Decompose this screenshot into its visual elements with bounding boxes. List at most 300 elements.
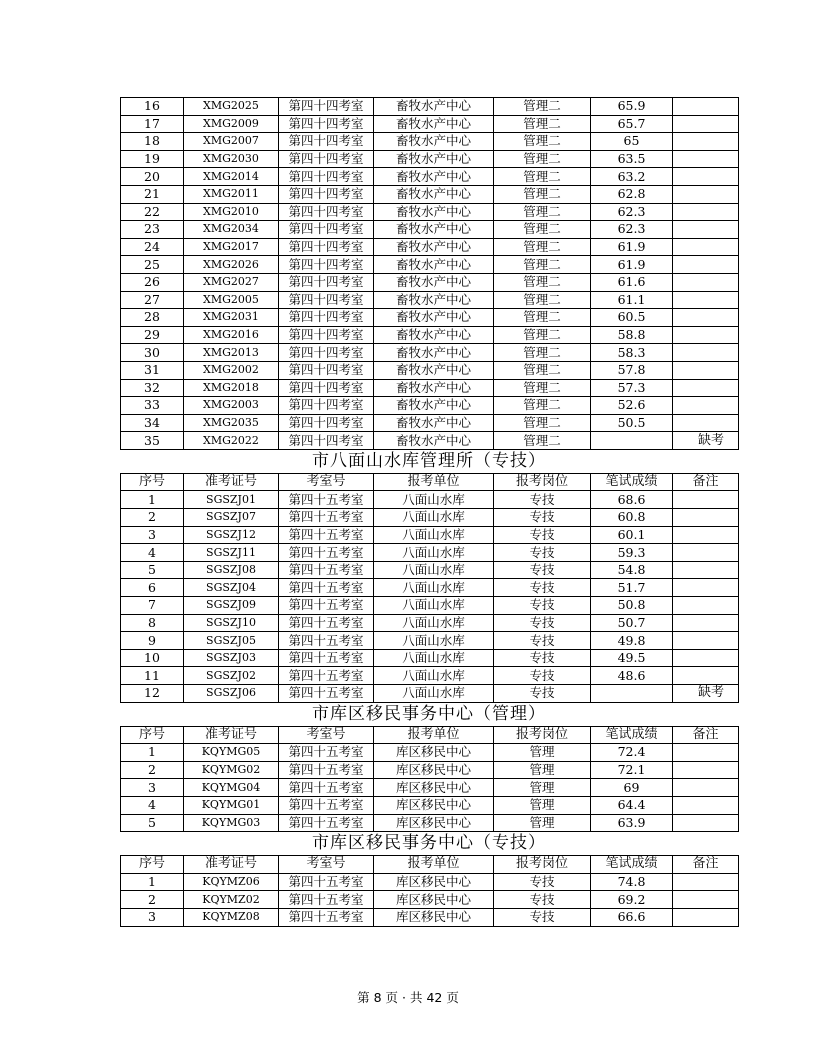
cell-post: 管理二 — [494, 238, 591, 256]
cell-unit: 八面山水库 — [374, 491, 494, 509]
cell-note — [673, 561, 739, 579]
cell-post: 管理 — [494, 761, 591, 779]
cell-unit: 八面山水库 — [374, 526, 494, 544]
page-footer: 第 8 页 · 共 42 页 — [357, 990, 459, 1005]
cell-room: 第四十五考室 — [279, 779, 374, 797]
cell-unit: 库区移民中心 — [374, 891, 494, 909]
cell-unit: 畜牧水产中心 — [374, 326, 494, 344]
cell-seq: 5 — [121, 561, 184, 579]
table-row — [121, 632, 739, 650]
cell-note — [673, 491, 739, 509]
header-cell-note: 备注 — [673, 856, 739, 874]
cell-seq: 30 — [121, 344, 184, 362]
cell-unit: 库区移民中心 — [374, 761, 494, 779]
cell-note — [673, 309, 739, 327]
header-cell-room: 考室号 — [279, 856, 374, 874]
cell-room: 第四十五考室 — [279, 685, 374, 703]
table-row — [121, 685, 739, 703]
table-row — [121, 544, 739, 562]
table-row — [121, 203, 739, 221]
table-row — [121, 779, 739, 797]
cell-note — [673, 744, 739, 762]
cell-post: 专技 — [494, 614, 591, 632]
cell-room: 第四十四考室 — [279, 150, 374, 168]
cell-score: 63.2 — [591, 168, 673, 186]
cell-room: 第四十五考室 — [279, 561, 374, 579]
cell-post: 管理二 — [494, 432, 591, 450]
cell-note — [673, 509, 739, 527]
cell-id: XMG2003 — [184, 397, 279, 415]
table-row — [121, 561, 739, 579]
cell-seq: 2 — [121, 509, 184, 527]
cell-seq: 12 — [121, 685, 184, 703]
cell-seq: 6 — [121, 579, 184, 597]
header-cell-post: 报考岗位 — [494, 856, 591, 874]
cell-post: 管理二 — [494, 133, 591, 151]
section-title: 市库区移民事务中心（专技） — [312, 833, 546, 854]
cell-score: 58.8 — [591, 326, 673, 344]
cell-note — [673, 873, 739, 891]
score-document — [120, 97, 738, 927]
cell-room: 第四十四考室 — [279, 397, 374, 415]
cell-post: 管理二 — [494, 98, 591, 116]
table-row — [121, 256, 739, 274]
cell-note — [673, 544, 739, 562]
cell-score: 61.9 — [591, 238, 673, 256]
cell-id: SGSZJ01 — [184, 491, 279, 509]
table-row — [121, 344, 739, 362]
header-cell-score: 笔试成绩 — [591, 473, 673, 491]
cell-note — [673, 796, 739, 814]
cell-note — [673, 779, 739, 797]
cell-room: 第四十四考室 — [279, 379, 374, 397]
header-cell-post: 报考岗位 — [494, 473, 591, 491]
cell-id: XMG2009 — [184, 115, 279, 133]
cell-room: 第四十四考室 — [279, 133, 374, 151]
header-cell-id: 准考证号 — [184, 726, 279, 744]
cell-post: 管理二 — [494, 185, 591, 203]
cell-note — [673, 632, 739, 650]
cell-score: 61.9 — [591, 256, 673, 274]
cell-seq: 29 — [121, 326, 184, 344]
cell-note — [673, 908, 739, 926]
cell-score: 50.5 — [591, 414, 673, 432]
cell-room: 第四十五考室 — [279, 597, 374, 615]
cell-post: 管理二 — [494, 361, 591, 379]
table-row — [121, 761, 739, 779]
table-row — [121, 814, 739, 832]
table-row — [121, 597, 739, 615]
table-row — [121, 115, 739, 133]
cell-note — [673, 150, 739, 168]
cell-room: 第四十五考室 — [279, 873, 374, 891]
cell-seq: 31 — [121, 361, 184, 379]
cell-score: 61.6 — [591, 273, 673, 291]
cell-post: 管理二 — [494, 203, 591, 221]
table-header-row — [121, 473, 739, 491]
cell-id: KQYMG03 — [184, 814, 279, 832]
cell-seq: 16 — [121, 98, 184, 116]
cell-post: 专技 — [494, 579, 591, 597]
cell-seq: 4 — [121, 544, 184, 562]
cell-post: 专技 — [494, 526, 591, 544]
cell-note — [673, 379, 739, 397]
cell-score: 72.1 — [591, 761, 673, 779]
cell-id: SGSZJ08 — [184, 561, 279, 579]
cell-room: 第四十四考室 — [279, 238, 374, 256]
cell-id: SGSZJ03 — [184, 649, 279, 667]
cell-unit: 库区移民中心 — [374, 796, 494, 814]
table-row — [121, 273, 739, 291]
cell-id: SGSZJ04 — [184, 579, 279, 597]
table-row — [121, 133, 739, 151]
cell-post: 专技 — [494, 891, 591, 909]
cell-id: XMG2005 — [184, 291, 279, 309]
cell-seq: 11 — [121, 667, 184, 685]
cell-score: 74.8 — [591, 873, 673, 891]
cell-note — [673, 133, 739, 151]
cell-id: SGSZJ06 — [184, 685, 279, 703]
cell-score: 62.8 — [591, 185, 673, 203]
cell-post: 管理二 — [494, 397, 591, 415]
cell-unit: 八面山水库 — [374, 649, 494, 667]
table-row — [121, 291, 739, 309]
cell-unit: 畜牧水产中心 — [374, 185, 494, 203]
cell-note — [673, 273, 739, 291]
cell-unit: 畜牧水产中心 — [374, 273, 494, 291]
cell-note: 缺考 — [673, 432, 739, 450]
cell-seq: 3 — [121, 779, 184, 797]
cell-score: 66.6 — [591, 908, 673, 926]
cell-id: KQYMZ08 — [184, 908, 279, 926]
cell-room: 第四十五考室 — [279, 491, 374, 509]
cell-id: KQYMZ02 — [184, 891, 279, 909]
cell-score: 69 — [591, 779, 673, 797]
cell-seq: 34 — [121, 414, 184, 432]
cell-id: XMG2035 — [184, 414, 279, 432]
cell-score: 62.3 — [591, 203, 673, 221]
cell-room: 第四十四考室 — [279, 291, 374, 309]
cell-note — [673, 98, 739, 116]
cell-room: 第四十四考室 — [279, 309, 374, 327]
cell-room: 第四十五考室 — [279, 891, 374, 909]
cell-room: 第四十四考室 — [279, 98, 374, 116]
cell-seq: 21 — [121, 185, 184, 203]
cell-seq: 1 — [121, 873, 184, 891]
cell-room: 第四十五考室 — [279, 579, 374, 597]
cell-room: 第四十四考室 — [279, 185, 374, 203]
cell-score: 72.4 — [591, 744, 673, 762]
table-row — [121, 873, 739, 891]
cell-room: 第四十四考室 — [279, 326, 374, 344]
cell-note — [673, 168, 739, 186]
cell-post: 专技 — [494, 491, 591, 509]
cell-unit: 八面山水库 — [374, 632, 494, 650]
cell-room: 第四十四考室 — [279, 256, 374, 274]
cell-score: 50.7 — [591, 614, 673, 632]
cell-id: XMG2030 — [184, 150, 279, 168]
cell-seq: 28 — [121, 309, 184, 327]
table-row — [121, 667, 739, 685]
cell-seq: 24 — [121, 238, 184, 256]
cell-post: 管理二 — [494, 256, 591, 274]
table-header-row — [121, 726, 739, 744]
cell-seq: 7 — [121, 597, 184, 615]
table-row — [121, 309, 739, 327]
header-cell-seq: 序号 — [121, 473, 184, 491]
cell-unit: 畜牧水产中心 — [374, 256, 494, 274]
cell-id: KQYMG02 — [184, 761, 279, 779]
cell-post: 管理二 — [494, 168, 591, 186]
cell-room: 第四十四考室 — [279, 203, 374, 221]
cell-post: 管理二 — [494, 326, 591, 344]
cell-note — [673, 238, 739, 256]
cell-seq: 17 — [121, 115, 184, 133]
cell-post: 管理二 — [494, 273, 591, 291]
cell-seq: 2 — [121, 761, 184, 779]
cell-score: 48.6 — [591, 667, 673, 685]
cell-seq: 1 — [121, 491, 184, 509]
table-row — [121, 168, 739, 186]
cell-unit: 八面山水库 — [374, 597, 494, 615]
cell-post: 管理二 — [494, 150, 591, 168]
section-title: 市八面山水库管理所（专技） — [312, 450, 546, 471]
cell-score: 51.7 — [591, 579, 673, 597]
table-row — [121, 891, 739, 909]
cell-score: 57.3 — [591, 379, 673, 397]
cell-unit: 八面山水库 — [374, 685, 494, 703]
cell-note — [673, 115, 739, 133]
cell-room: 第四十五考室 — [279, 761, 374, 779]
cell-room: 第四十四考室 — [279, 432, 374, 450]
table-row — [121, 379, 739, 397]
cell-unit: 畜牧水产中心 — [374, 309, 494, 327]
cell-unit: 畜牧水产中心 — [374, 221, 494, 239]
cell-id: XMG2025 — [184, 98, 279, 116]
table-row — [121, 326, 739, 344]
header-cell-note: 备注 — [673, 473, 739, 491]
cell-id: XMG2007 — [184, 133, 279, 151]
cell-post: 专技 — [494, 597, 591, 615]
cell-id: KQYMG01 — [184, 796, 279, 814]
cell-id: SGSZJ05 — [184, 632, 279, 650]
cell-note — [673, 203, 739, 221]
cell-seq: 2 — [121, 891, 184, 909]
cell-note — [673, 326, 739, 344]
sections — [120, 450, 738, 927]
cell-unit: 八面山水库 — [374, 544, 494, 562]
table-row — [121, 796, 739, 814]
cell-id: XMG2013 — [184, 344, 279, 362]
cell-score: 49.8 — [591, 632, 673, 650]
table-row — [121, 908, 739, 926]
cell-post: 专技 — [494, 685, 591, 703]
table-row — [121, 579, 739, 597]
cell-id: KQYMZ06 — [184, 873, 279, 891]
cell-id: XMG2018 — [184, 379, 279, 397]
score-table — [120, 726, 739, 833]
cell-score: 60.5 — [591, 309, 673, 327]
cell-unit: 畜牧水产中心 — [374, 291, 494, 309]
cell-room: 第四十五考室 — [279, 814, 374, 832]
cell-room: 第四十四考室 — [279, 344, 374, 362]
table-row — [121, 221, 739, 239]
table-header-row — [121, 856, 739, 874]
cell-id: SGSZJ12 — [184, 526, 279, 544]
cell-note — [673, 667, 739, 685]
cell-note — [673, 221, 739, 239]
table-row — [121, 414, 739, 432]
cell-score: 65 — [591, 133, 673, 151]
cell-seq: 26 — [121, 273, 184, 291]
cell-seq: 27 — [121, 291, 184, 309]
table-row — [121, 509, 739, 527]
cell-id: KQYMG04 — [184, 779, 279, 797]
cell-unit: 畜牧水产中心 — [374, 168, 494, 186]
cell-seq: 25 — [121, 256, 184, 274]
cell-room: 第四十五考室 — [279, 544, 374, 562]
table-row — [121, 649, 739, 667]
cell-note — [673, 761, 739, 779]
cell-score — [591, 432, 673, 450]
cell-post: 专技 — [494, 632, 591, 650]
cell-score: 50.8 — [591, 597, 673, 615]
cell-unit: 库区移民中心 — [374, 779, 494, 797]
header-cell-unit: 报考单位 — [374, 726, 494, 744]
cell-score: 69.2 — [591, 891, 673, 909]
cell-score: 61.1 — [591, 291, 673, 309]
cell-room: 第四十五考室 — [279, 667, 374, 685]
cell-note: 缺考 — [673, 685, 739, 703]
cell-room: 第四十四考室 — [279, 221, 374, 239]
cell-note — [673, 256, 739, 274]
cell-seq: 32 — [121, 379, 184, 397]
cell-score: 63.9 — [591, 814, 673, 832]
cell-unit: 畜牧水产中心 — [374, 414, 494, 432]
header-cell-score: 笔试成绩 — [591, 726, 673, 744]
cell-score: 60.1 — [591, 526, 673, 544]
table-row — [121, 491, 739, 509]
cell-post: 专技 — [494, 561, 591, 579]
header-cell-note: 备注 — [673, 726, 739, 744]
header-cell-room: 考室号 — [279, 726, 374, 744]
cell-unit: 八面山水库 — [374, 667, 494, 685]
cell-room: 第四十四考室 — [279, 361, 374, 379]
cell-unit: 八面山水库 — [374, 561, 494, 579]
cell-post: 管理 — [494, 814, 591, 832]
cell-seq: 19 — [121, 150, 184, 168]
cell-score: 58.3 — [591, 344, 673, 362]
cell-score: 60.8 — [591, 509, 673, 527]
cell-note — [673, 414, 739, 432]
cell-unit: 畜牧水产中心 — [374, 203, 494, 221]
cell-post: 专技 — [494, 667, 591, 685]
cell-id: XMG2031 — [184, 309, 279, 327]
cell-unit: 八面山水库 — [374, 509, 494, 527]
table-row — [121, 744, 739, 762]
cell-unit: 库区移民中心 — [374, 873, 494, 891]
cell-note — [673, 579, 739, 597]
table-row — [121, 185, 739, 203]
cell-seq: 3 — [121, 908, 184, 926]
cell-score: 57.8 — [591, 361, 673, 379]
cell-unit: 八面山水库 — [374, 579, 494, 597]
section-title: 市库区移民事务中心（管理） — [312, 703, 546, 724]
header-cell-room: 考室号 — [279, 473, 374, 491]
cell-unit: 库区移民中心 — [374, 908, 494, 926]
cell-note — [673, 649, 739, 667]
cell-unit: 畜牧水产中心 — [374, 115, 494, 133]
cell-id: XMG2016 — [184, 326, 279, 344]
cell-room: 第四十五考室 — [279, 908, 374, 926]
cell-seq: 18 — [121, 133, 184, 151]
cell-score: 62.3 — [591, 221, 673, 239]
cell-room: 第四十四考室 — [279, 115, 374, 133]
cell-score: 59.3 — [591, 544, 673, 562]
cell-seq: 8 — [121, 614, 184, 632]
cell-unit: 库区移民中心 — [374, 814, 494, 832]
cell-post: 专技 — [494, 873, 591, 891]
header-cell-score: 笔试成绩 — [591, 856, 673, 874]
cell-id: XMG2002 — [184, 361, 279, 379]
cell-post: 管理 — [494, 779, 591, 797]
cell-unit: 畜牧水产中心 — [374, 397, 494, 415]
cell-id: SGSZJ02 — [184, 667, 279, 685]
cell-note — [673, 526, 739, 544]
table-row — [121, 361, 739, 379]
cell-note — [673, 185, 739, 203]
score-table — [120, 473, 739, 703]
cell-id: XMG2034 — [184, 221, 279, 239]
cell-note — [673, 891, 739, 909]
cell-unit: 畜牧水产中心 — [374, 432, 494, 450]
cell-room: 第四十四考室 — [279, 168, 374, 186]
header-cell-id: 准考证号 — [184, 473, 279, 491]
cell-post: 管理 — [494, 744, 591, 762]
cell-room: 第四十五考室 — [279, 509, 374, 527]
cell-id: SGSZJ11 — [184, 544, 279, 562]
cell-id: XMG2022 — [184, 432, 279, 450]
cell-score: 49.5 — [591, 649, 673, 667]
table-body — [121, 98, 739, 450]
cell-score: 52.6 — [591, 397, 673, 415]
cell-seq: 23 — [121, 221, 184, 239]
cell-score: 65.7 — [591, 115, 673, 133]
cell-score: 68.6 — [591, 491, 673, 509]
cell-note — [673, 397, 739, 415]
cell-note — [673, 361, 739, 379]
cell-unit: 库区移民中心 — [374, 744, 494, 762]
header-cell-seq: 序号 — [121, 726, 184, 744]
table-row — [121, 98, 739, 116]
table-row — [121, 150, 739, 168]
cell-unit: 畜牧水产中心 — [374, 150, 494, 168]
cell-seq: 35 — [121, 432, 184, 450]
cell-note — [673, 614, 739, 632]
header-cell-seq: 序号 — [121, 856, 184, 874]
cell-seq: 4 — [121, 796, 184, 814]
cell-id: XMG2026 — [184, 256, 279, 274]
cell-id: XMG2027 — [184, 273, 279, 291]
cell-unit: 畜牧水产中心 — [374, 361, 494, 379]
cell-seq: 3 — [121, 526, 184, 544]
cell-room: 第四十五考室 — [279, 796, 374, 814]
table-row — [121, 238, 739, 256]
cell-post: 专技 — [494, 509, 591, 527]
table-row — [121, 432, 739, 450]
table-row — [121, 397, 739, 415]
score-table — [120, 855, 739, 926]
